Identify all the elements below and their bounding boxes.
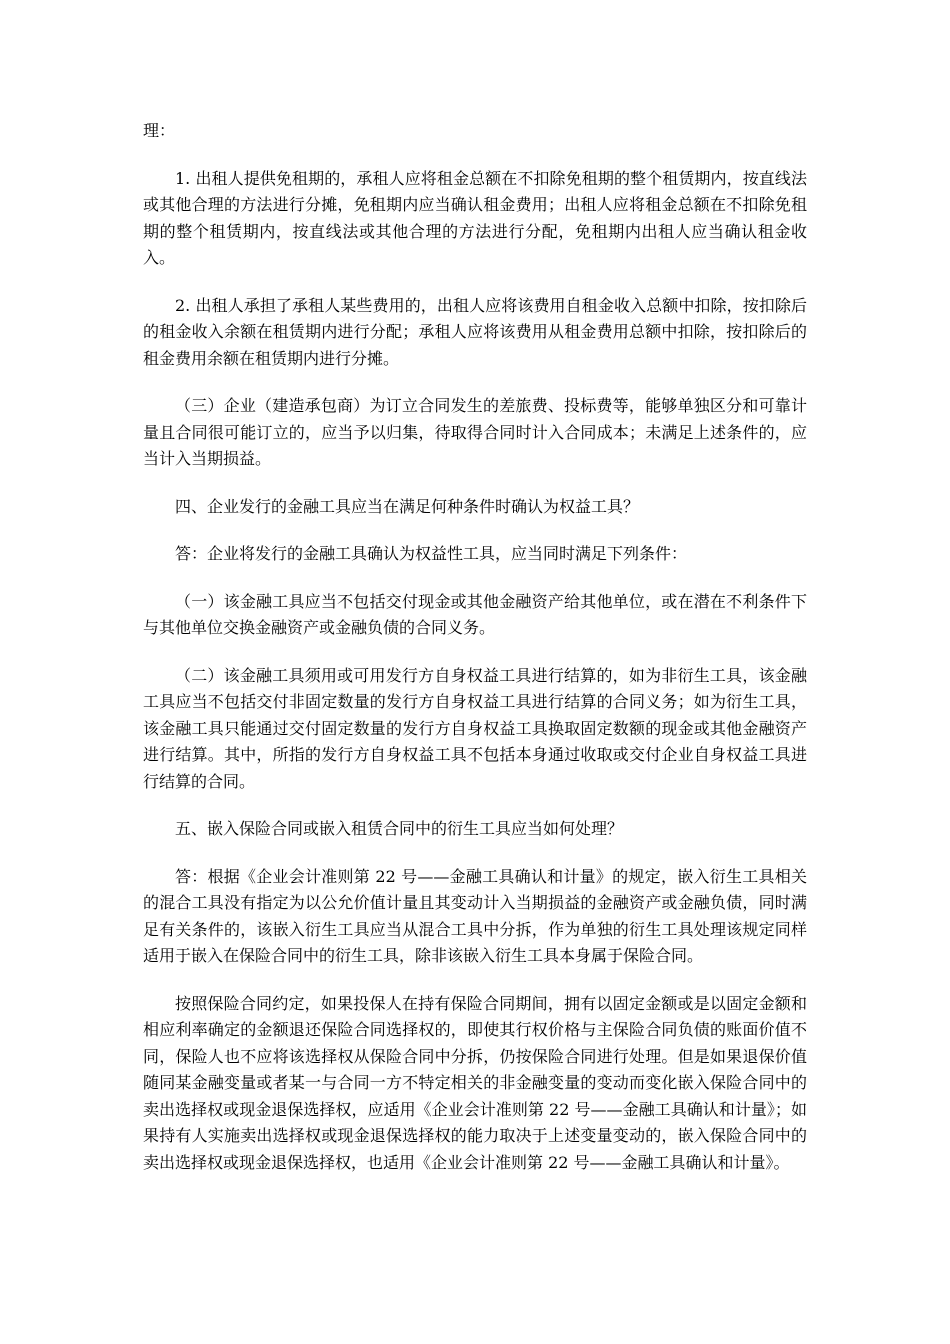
answer-paragraph-4: 答：企业将发行的金融工具确认为权益性工具，应当同时满足下列条件：	[175, 544, 688, 563]
paragraph-item-1: 1. 出租人提供免租期的，承租人应将租金总额在不扣除免租期的整个租赁期内，按直线法或其他合理的方法进行分摊，免租期内应当确认租金费用；出租人应将租金总额在不扣除免租期的整个租赁期内，按直线法或其他合理的方法进行分配，免租期内出租人应当确认租金收入。	[143, 168, 807, 267]
question-heading-4: 四、企业发行的金融工具应当在满足何种条件时确认为权益工具？	[175, 496, 640, 516]
paragraph-item-2: 2. 出租人承担了承租人某些费用的，出租人应将该费用自租金收入总额中扣除，按扣除后的租金收入余额在租赁期内进行分配；承租人应将该费用从租金费用总额中扣除，按扣除后的租金费用余额在租赁期内进行分摊。	[143, 295, 807, 368]
insurance-contract-paragraph: 按照保险合同约定，如果投保人在持有保险合同期间，拥有以固定金额或是以固定金额和相应利率确定的金额退还保险合同选择权的，即使其行权价格与主保险合同负债的账面价值不同，保险人也不应将该选择权从保险合同中分拆，仍按保险合同进行处理。但是如果退保价值随同某金融变量或者某一与合同一方不特定相关的非金融变量的变动而变化嵌入保险合同中的卖出选择权或现金退保选择权，应适用《企业会计准则第 22 号——金融工具确认和计量》；如果持有人实施卖出选择权或现金退保选择权的能力取决于上述变量变动的，嵌入保险合同中的卖出选择权或现金退保选择权，也适用《企业会计准则第 22 号——金融工具确认和计量》。	[143, 993, 807, 1172]
condition-paragraph-2: （二）该金融工具须用或可用发行方自身权益工具进行结算的，如为非衍生工具，该金融工具应当不包括交付非固定数量的发行方自身权益工具进行结算的合同义务；如为衍生工具，该金融工具只能通过交付固定数量的发行方自身权益工具换取固定数额的现金或其他金融资产进行结算。其中，所指的发行方自身权益工具不包括本身通过收取或交付企业自身权益工具进行结算的合同。	[143, 665, 807, 791]
question-heading-5: 五、嵌入保险合同或嵌入租赁合同中的衍生工具应当如何处理？	[175, 819, 624, 838]
paragraph-section-3: （三）企业（建造承包商）为订立合同发生的差旅费、投标费等，能够单独区分和可靠计量且合同很可能订立的，应当予以归集，待取得合同时计入合同成本；未满足上述条件的，应当计入当期损益。	[143, 396, 807, 468]
condition-paragraph-1: （一）该金融工具应当不包括交付现金或其他金融资产给其他单位，或在潜在不利条件下与其他单位交换金融资产或金融负债的合同义务。	[143, 591, 807, 637]
paragraph-continuation: 理：	[143, 121, 176, 140]
answer-paragraph-5: 答：根据《企业会计准则第 22 号——金融工具确认和计量》的规定，嵌入衍生工具相关的混合工具没有指定为以公允价值计量且其变动计入当期损益的金融资产或金融负债，同时满足有关条件的，该嵌入衍生工具应当从混合工具中分拆，作为单独的衍生工具处理该规定同样适用于嵌入在保险合同中的衍生工具，除非该嵌入衍生工具本身属于保险合同。	[143, 866, 807, 965]
document-body	[143, 118, 807, 1197]
